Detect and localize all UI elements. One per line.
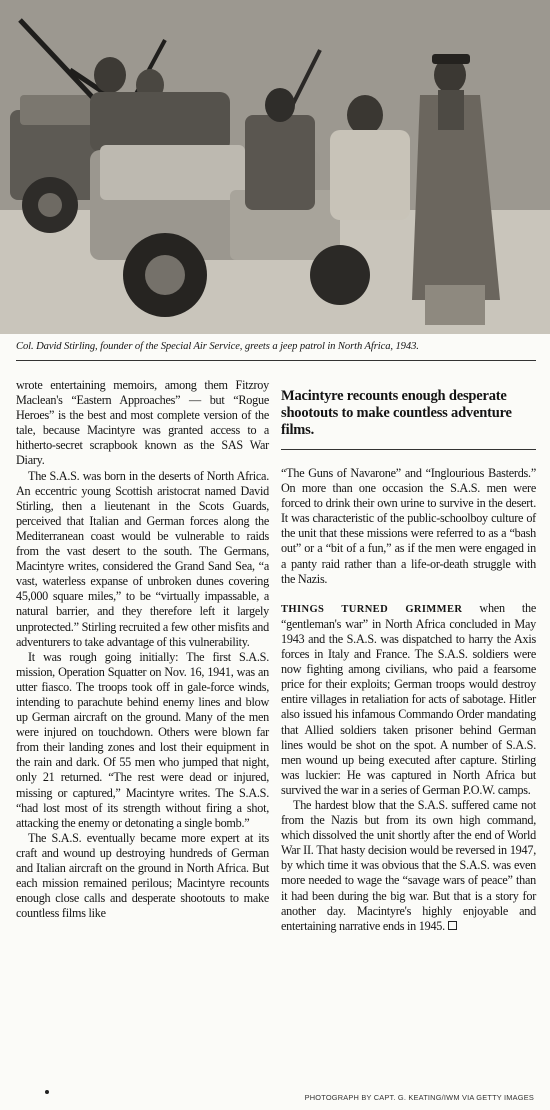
body-paragraph: wrote entertaining memoirs, among them Fitzroy Maclean's “Eastern Approaches” — but “Rogue Heroes” is the best and most complete version of the tale, because Macintyre was granted access to a hitherto-secret scrapbook known as the SAS War Diary.	[16, 378, 269, 468]
pull-quote-divider	[281, 449, 536, 450]
body-paragraph: It was rough going initially: The first S.A.S. mission, Operation Squatter on Nov. 16, 1941, was an utter fiasco. The troops took off in gale-force winds, intending to parachute behind enemy lines and blow up German aircraft on the ground. Many of the men were injured on touchdown. Others were blown far from their landing zones and lost their equipment in the rain and dark. Of 55 men who jumped that night, only 21 returned. “The rest were dead or injured, missing or captured,” Macintyre writes. The S.A.S. “had lost most of its strength without firing a shot, attacking the enemy or detonating a single bomb.”	[16, 649, 269, 830]
closing-paragraph	[281, 798, 536, 934]
photo-illustration	[0, 0, 550, 334]
pull-quote: Macintyre recounts enough desperate shootouts to make countless adventure films.	[281, 388, 512, 438]
photo-credit: PHOTOGRAPH BY CAPT. G. KEATING/IWM VIA GETTY IMAGES	[304, 1093, 534, 1102]
section-lead-in: THINGS TURNED GRIMMER	[281, 603, 463, 615]
left-column	[16, 378, 269, 921]
body-paragraph: The S.A.S. eventually became more expert at its craft and wound up destroying hundreds of German and Italian aircraft on the ground in North Africa. But each mission remained perilous; Macintyre recounts enough close calls and desperate shootouts to make countless films like	[16, 830, 269, 921]
caption-divider	[16, 360, 536, 361]
body-paragraph: “The Guns of Navarone” and “Inglourious Basterds.” On more than one occasion the S.A.S. men were forced to drink their own urine to survive in the desert. It was characteristic of the public-schoolboy culture of the unit that these missions were referred to as a “bash out” or a “bit of a fun,” as if the men were engaged in a panty raid rather than a life-or-death struggle with the Nazis.	[281, 466, 536, 586]
section-text: when the “gentleman's war” in North Africa concluded in May 1943 and the S.A.S. was dispatched to harry the Axis forces in Italy and France. The S.A.S. soldiers were now fighting among civilians, who paid a fearsome price for their exploits; German troops would destroy entire villages in retaliation for acts of sabotage. Hitler also issued his infamous Commando Order mandating that Allied soldiers taken prisoner behind German lines would be shot on the spot. A number of S.A.S. men wound up being executed after capture. Stirling was luckier: He was captured in North Africa but survived the war in a series of German P.O.W. camps.	[281, 600, 536, 797]
end-mark-icon	[448, 921, 457, 930]
right-column	[281, 388, 536, 934]
bullet-dot	[45, 1090, 49, 1094]
photo-caption: Col. David Stirling, founder of the Special Air Service, greets a jeep patrol in North Africa, 1943.	[16, 341, 419, 352]
closing-text: The hardest blow that the S.A.S. suffered came not from the Nazis but from its own high command, which dissolved the unit shortly after the end of World War II. That hasty decision would be reversed in 1947, by which time it was obvious that the S.A.S. was even more needed to wage the “savage wars of peace” than it had been during the big war. But that is a story for another day. Macintyre's highly enjoyable and entertaining narrative ends in 1945.	[281, 797, 536, 933]
jeep-patrol-photo	[0, 0, 550, 334]
section-paragraph	[281, 601, 536, 798]
body-paragraph: The S.A.S. was born in the deserts of North Africa. An eccentric young Scottish aristocrat named David Stirling, then a lieutenant in the Scots Guards, perceived that Italian and German forces along the Mediterranean coast would be vulnerable to raids from the vast desert to the south. The Germans, Macintyre writes, considered the Grand Sand Sea, “a vast, waterless expanse of unbroken dunes covering 45,000 square miles,” to be “virtually impassable, a natural barrier, and they therefore left it largely unprotected.” Stirling recruited a few other misfits and adventurers to take advantage of this vulnerability.	[16, 468, 269, 649]
